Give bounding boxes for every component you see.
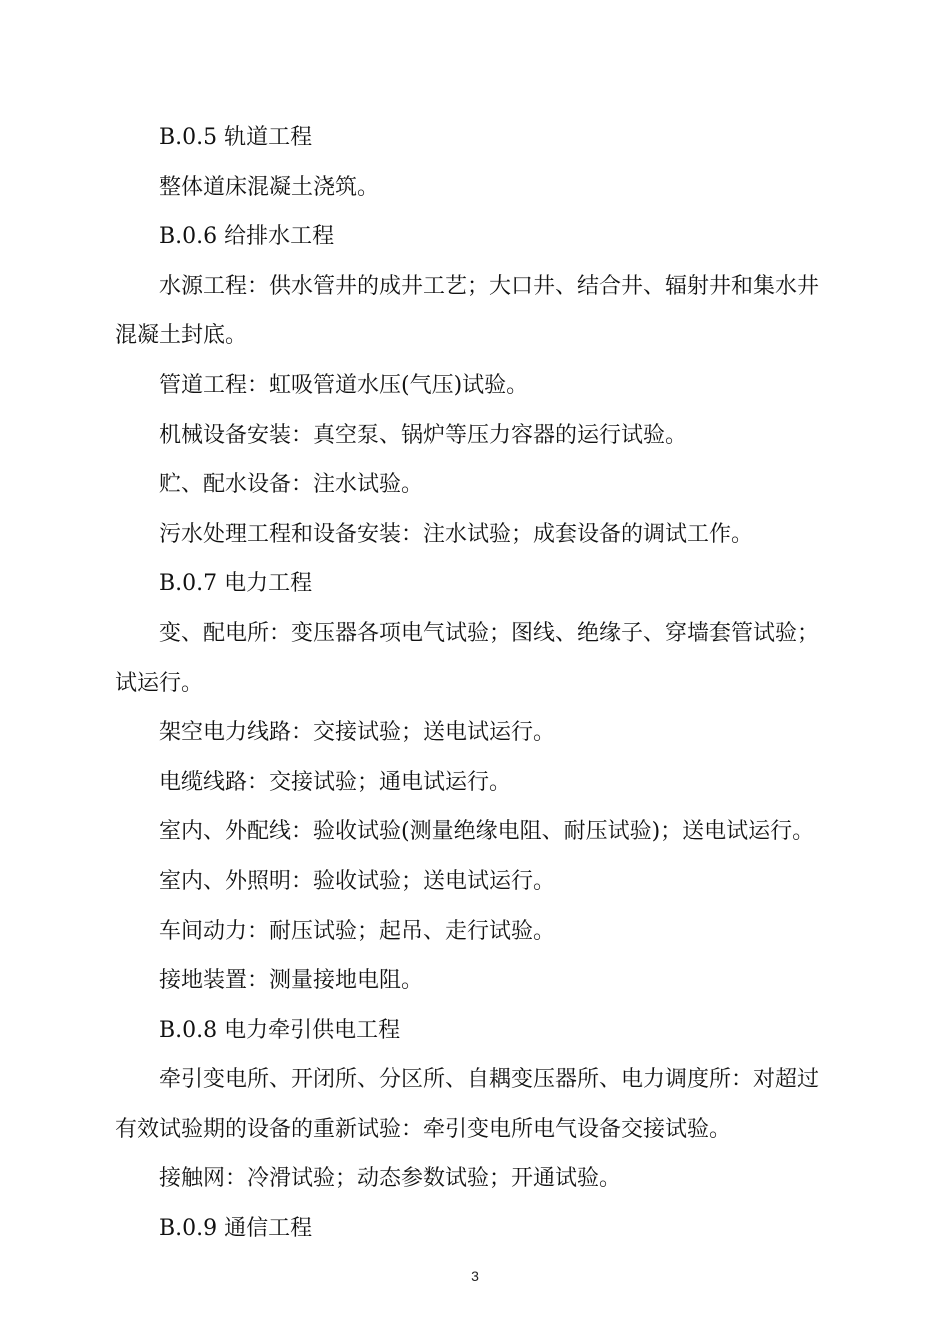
- paragraph: 整体道床混凝土浇筑。: [159, 174, 380, 200]
- paragraph: 污水处理工程和设备安装：注水试验；成套设备的调试工作。: [159, 521, 754, 547]
- section-heading-b09: B.0.9 通信工程: [159, 1216, 313, 1242]
- paragraph: 水源工程：供水管井的成井工艺；大口井、结合井、辐射井和集水井混凝土封底。: [115, 273, 820, 349]
- section-heading-b07: B.0.7 电力工程: [159, 571, 313, 597]
- section-heading-b05: B.0.5 轨道工程: [159, 125, 313, 150]
- paragraph: 室内、外照明：验收试验；送电试运行。: [159, 868, 556, 894]
- paragraph: 架空电力线路：交接试验；送电试运行。: [159, 720, 556, 746]
- paragraph: 车间动力：耐压试验；起吊、走行试验。: [159, 918, 556, 944]
- paragraph: 贮、配水设备：注水试验。: [159, 472, 424, 498]
- section-heading-b08: B.0.8 电力牵引供电工程: [159, 1017, 401, 1043]
- paragraph: 接地装置：测量接地电阻。: [159, 968, 424, 994]
- paragraph: 管道工程：虹吸管道水压(气压)试验。: [159, 372, 529, 398]
- paragraph: 接触网：冷滑试验；动态参数试验；开通试验。: [159, 1166, 622, 1192]
- document-body: [115, 113, 835, 1254]
- paragraph: 牵引变电所、开闭所、分区所、自耦变压器所、电力调度所：对超过有效试验期的设备的重新试验：牵引变电所电气设备交接试验。: [115, 1067, 820, 1142]
- paragraph: 电缆线路：交接试验；通电试运行。: [159, 769, 512, 795]
- paragraph: 变、配电所：变压器各项电气试验；图线、绝缘子、穿墙套管试验；试运行。: [115, 620, 820, 696]
- page-number: 3: [471, 1268, 479, 1284]
- paragraph: 机械设备安装：真空泵、锅炉等压力容器的运行试验。: [159, 422, 688, 448]
- section-heading-b06: B.0.6 给排水工程: [159, 224, 335, 250]
- paragraph: 室内、外配线：验收试验(测量绝缘电阻、耐压试验)；送电试运行。: [159, 819, 815, 845]
